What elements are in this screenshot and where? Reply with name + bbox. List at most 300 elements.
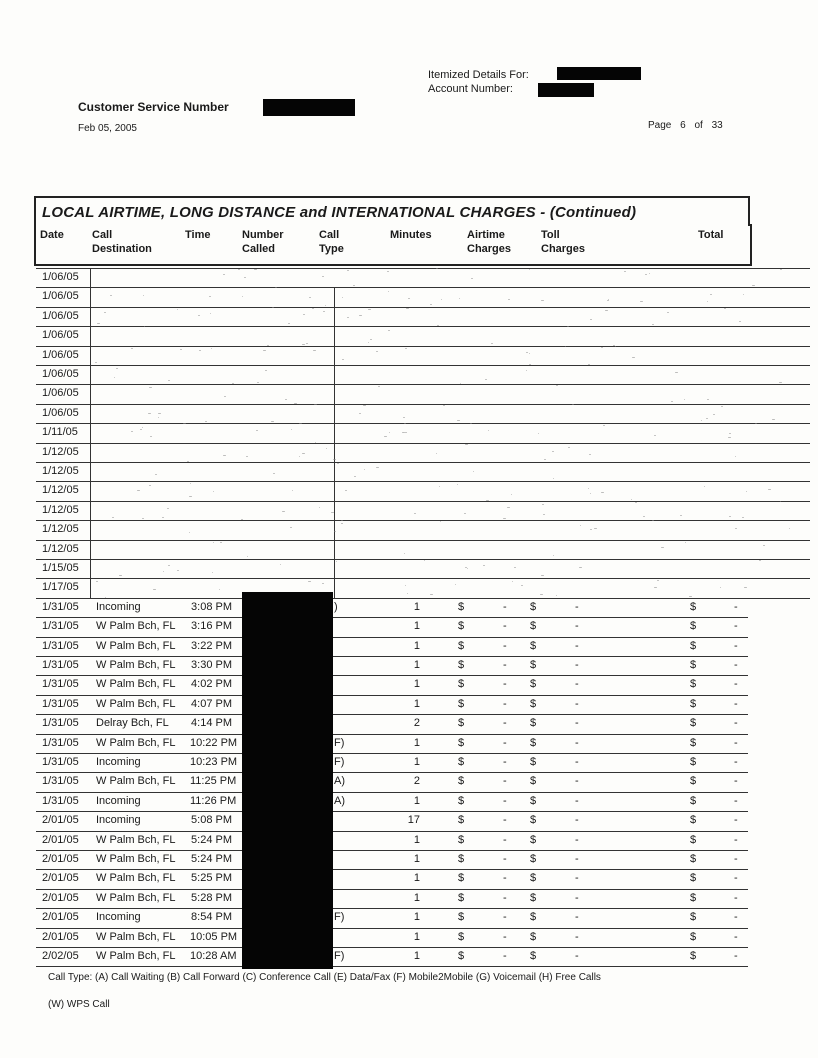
row-airtime-currency: $ (458, 737, 465, 749)
scan-speckle (370, 339, 372, 340)
scan-speckle (131, 348, 133, 349)
row-divider (36, 307, 810, 308)
row-toll-value: - (575, 717, 579, 729)
row-toll-currency: $ (530, 659, 537, 671)
row-destination: W Palm Bch, FL (96, 872, 176, 884)
itemized-details-block (428, 68, 529, 96)
scan-speckle (150, 436, 152, 437)
scan-speckle (675, 372, 678, 373)
row-total-currency: $ (690, 737, 697, 749)
row-airtime-currency: $ (458, 853, 465, 865)
row-toll-value: - (575, 756, 579, 768)
row-date: 1/31/05 (42, 640, 79, 652)
scan-speckle (529, 353, 530, 354)
row-total-currency: $ (690, 892, 697, 904)
scan-speckle (404, 553, 405, 554)
row-toll-currency: $ (530, 911, 537, 923)
row-airtime-value: - (503, 872, 507, 884)
row-divider (36, 850, 748, 851)
row-call-type: ) (334, 601, 338, 613)
col-call-type (319, 228, 344, 256)
scan-speckle (746, 491, 747, 492)
page-current: 6 (680, 120, 686, 131)
scan-speckle (728, 437, 731, 438)
row-toll-value: - (575, 892, 579, 904)
scan-speckle (721, 406, 723, 407)
col-airtime: Airtime (467, 229, 505, 241)
scan-speckle (680, 515, 682, 516)
scan-speckle (589, 454, 591, 455)
row-time: 10:28 AM (190, 950, 237, 962)
scan-speckle (112, 517, 114, 518)
scan-speckle (613, 345, 615, 346)
scan-speckle (661, 547, 664, 548)
row-minutes: 1 (413, 737, 420, 749)
row-time: 3:22 PM (191, 640, 232, 652)
row-total-value: - (734, 601, 738, 613)
row-total-value: - (734, 775, 738, 787)
scan-speckle (342, 297, 343, 298)
scan-speckle (326, 448, 327, 449)
row-divider (36, 656, 748, 657)
row-toll-currency: $ (530, 950, 537, 962)
scan-speckle (657, 580, 659, 581)
scan-speckle (162, 517, 164, 518)
scan-speckle (507, 507, 510, 508)
scan-speckle (315, 442, 316, 443)
row-destination: W Palm Bch, FL (96, 659, 176, 671)
row-time: 10:05 PM (190, 931, 238, 943)
customer-service-label: Customer Service Number (78, 100, 229, 114)
scan-speckle (313, 350, 316, 351)
scan-speckle (768, 489, 771, 490)
scan-speckle (302, 344, 305, 345)
scan-speckle (167, 508, 169, 509)
scan-speckle (526, 352, 528, 353)
scan-speckle (556, 595, 557, 596)
row-toll-currency: $ (530, 678, 537, 690)
row-date: 1/06/05 (42, 407, 79, 419)
row-divider (36, 481, 810, 482)
row-airtime-value: - (503, 717, 507, 729)
row-airtime-currency: $ (458, 659, 465, 671)
row-airtime-value: - (503, 853, 507, 865)
row-total-value: - (734, 911, 738, 923)
row-minutes: 2 (413, 717, 420, 729)
scan-speckle (508, 299, 510, 300)
scan-speckle (643, 516, 645, 517)
row-date: 1/06/05 (42, 271, 79, 283)
row-total-value: - (734, 892, 738, 904)
scan-speckle (649, 273, 650, 274)
col-call: Call (92, 229, 113, 241)
row-date: 1/31/05 (42, 698, 79, 710)
scan-speckle (588, 364, 590, 365)
row-destination: W Palm Bch, FL (96, 620, 176, 632)
row-minutes: 17 (407, 814, 420, 826)
row-airtime-currency: $ (458, 814, 465, 826)
row-destination: W Palm Bch, FL (96, 698, 176, 710)
row-time: 5:25 PM (191, 872, 232, 884)
row-toll-value: - (575, 853, 579, 865)
scan-speckle (724, 308, 726, 309)
scan-speckle (707, 399, 709, 400)
row-toll-value: - (575, 775, 579, 787)
scan-speckle (288, 323, 290, 324)
row-divider (36, 637, 748, 638)
scan-speckle (407, 593, 408, 594)
scan-speckle (198, 315, 200, 316)
scan-speckle (104, 312, 106, 313)
row-airtime-currency: $ (458, 756, 465, 768)
scan-speckle (137, 490, 140, 491)
scan-speckle (491, 343, 493, 344)
row-time: 11:26 PM (190, 795, 237, 807)
row-total-value: - (734, 795, 738, 807)
scan-speckle (292, 490, 293, 491)
row-total-value: - (734, 620, 738, 632)
row-minutes: 1 (413, 853, 420, 865)
scan-speckle (347, 317, 349, 318)
scan-speckle (238, 269, 240, 270)
col-toll-charges-label: Charges (541, 243, 586, 255)
scan-speckle (119, 575, 122, 576)
scan-speckle (319, 507, 320, 508)
call-type-legend-wps: (W) WPS Call (48, 999, 110, 1010)
row-divider (36, 404, 810, 405)
scan-speckle (388, 330, 390, 331)
scan-speckle (209, 296, 211, 297)
row-total-currency: $ (690, 950, 697, 962)
scan-speckle (544, 459, 546, 460)
scan-speckle (739, 321, 741, 322)
scan-speckle (588, 488, 589, 489)
row-total-value: - (734, 756, 738, 768)
row-total-currency: $ (690, 698, 697, 710)
scan-speckle (96, 581, 98, 582)
scan-speckle (743, 294, 744, 295)
call-type-legend: Call Type: (A) Call Waiting (B) Call Forward (C) Conference Call (E) Data/Fax (F) Mobile2Mobile (G) Voicemail (H) Free Calls (48, 972, 601, 983)
row-toll-currency: $ (530, 717, 537, 729)
scan-speckle (488, 430, 489, 431)
scan-speckle (742, 517, 744, 518)
row-destination: W Palm Bch, FL (96, 775, 176, 787)
row-airtime-currency: $ (458, 775, 465, 787)
scan-speckle (263, 350, 266, 351)
row-destination: W Palm Bch, FL (96, 678, 176, 690)
scan-speckle (312, 308, 314, 309)
row-destination: W Palm Bch, FL (96, 931, 176, 943)
row-call-type: A) (334, 795, 345, 807)
col-total: Total (698, 229, 724, 241)
scan-speckle (256, 430, 258, 431)
scan-speckle (759, 560, 761, 561)
scan-speckle (241, 519, 243, 520)
scan-speckle (590, 319, 592, 320)
row-divider (36, 326, 810, 327)
row-airtime-currency: $ (458, 620, 465, 632)
col-type: Type (319, 243, 344, 255)
row-divider (36, 831, 748, 832)
row-airtime-value: - (503, 659, 507, 671)
row-destination: W Palm Bch, FL (96, 892, 176, 904)
scan-speckle (543, 514, 545, 515)
row-toll-currency: $ (530, 814, 537, 826)
row-total-value: - (734, 814, 738, 826)
scan-speckle (290, 527, 292, 528)
row-total-currency: $ (690, 872, 697, 884)
scan-speckle (503, 518, 506, 519)
row-airtime-value: - (503, 931, 507, 943)
row-date: 1/06/05 (42, 349, 79, 361)
row-total-currency: $ (690, 834, 697, 846)
row-airtime-currency: $ (458, 892, 465, 904)
scan-speckle (131, 431, 133, 432)
row-destination: W Palm Bch, FL (96, 737, 176, 749)
row-call-type: F) (334, 950, 345, 962)
scan-speckle (180, 349, 182, 350)
col-airtime-charges (467, 228, 511, 256)
scan-speckle (211, 348, 212, 349)
scan-speckle (744, 587, 747, 588)
scan-speckle (529, 364, 531, 365)
row-total-currency: $ (690, 756, 697, 768)
scan-speckle (322, 276, 324, 277)
scan-speckle (149, 387, 152, 388)
col-call2: Call (319, 229, 340, 241)
row-date: 2/01/05 (42, 853, 79, 865)
redaction-account (538, 83, 594, 97)
scan-speckle (541, 300, 544, 301)
scan-speckle (430, 304, 432, 305)
scan-speckle (189, 496, 192, 497)
scan-speckle (406, 308, 409, 309)
scan-speckle (242, 296, 243, 297)
scan-speckle (772, 419, 775, 420)
scan-speckle (299, 423, 302, 424)
scan-speckle (359, 413, 361, 414)
row-destination: Incoming (96, 601, 141, 613)
scan-speckle (601, 347, 603, 348)
scan-speckle (542, 504, 544, 505)
row-airtime-currency: $ (458, 950, 465, 962)
row-time: 4:07 PM (191, 698, 232, 710)
row-destination: Incoming (96, 795, 141, 807)
scan-speckle (652, 520, 654, 521)
row-total-value: - (734, 834, 738, 846)
row-destination: W Palm Bch, FL (96, 834, 176, 846)
row-date: 1/31/05 (42, 795, 79, 807)
row-total-currency: $ (690, 678, 697, 690)
row-date: 1/11/05 (42, 426, 78, 438)
page-of: of (694, 120, 703, 131)
row-date: 2/01/05 (42, 911, 79, 923)
row-date: 2/02/05 (42, 950, 79, 962)
scan-speckle (704, 486, 705, 487)
row-minutes: 1 (413, 698, 420, 710)
scan-speckle (149, 485, 151, 486)
row-toll-currency: $ (530, 931, 537, 943)
scan-speckle (467, 568, 468, 569)
row-date: 1/12/05 (42, 523, 79, 535)
scan-speckle (752, 285, 755, 286)
row-date: 1/31/05 (42, 717, 79, 729)
row-airtime-value: - (503, 756, 507, 768)
row-toll-value: - (575, 872, 579, 884)
row-toll-currency: $ (530, 698, 537, 710)
scan-speckle (376, 467, 379, 468)
itemized-details-label: Itemized Details For: (428, 69, 529, 81)
col-toll: Toll (541, 229, 560, 241)
scan-speckle (408, 298, 410, 299)
scan-speckle (713, 414, 715, 415)
scan-speckle (405, 585, 406, 586)
scan-speckle (436, 268, 438, 269)
row-call-type: F) (334, 911, 345, 923)
row-destination: Incoming (96, 814, 141, 826)
row-toll-currency: $ (530, 756, 537, 768)
scan-speckle (247, 556, 248, 557)
row-divider (36, 443, 810, 444)
col-destination: Destination (92, 243, 152, 255)
row-total-value: - (734, 698, 738, 710)
scan-speckle (455, 584, 456, 585)
scan-speckle (220, 542, 222, 543)
scan-speckle (153, 589, 156, 590)
row-minutes: 1 (413, 950, 420, 962)
scan-speckle (244, 277, 246, 278)
row-total-currency: $ (690, 814, 697, 826)
scan-speckle (465, 444, 468, 445)
row-total-currency: $ (690, 659, 697, 671)
row-toll-value: - (575, 601, 579, 613)
scan-speckle (376, 351, 378, 352)
row-toll-currency: $ (530, 795, 537, 807)
scan-speckle (213, 491, 214, 492)
scan-speckle (142, 427, 143, 428)
scan-speckle (291, 429, 292, 430)
scan-speckle (441, 299, 442, 300)
scan-speckle (140, 429, 142, 430)
scan-speckle (684, 399, 685, 400)
row-date: 1/31/05 (42, 620, 79, 632)
row-total-value: - (734, 640, 738, 652)
scan-speckle (403, 417, 405, 418)
scan-speckle (526, 370, 527, 371)
scan-speckle (232, 383, 234, 384)
scan-speckle (353, 285, 355, 286)
row-date: 1/31/05 (42, 601, 79, 613)
row-time: 4:02 PM (191, 678, 232, 690)
row-date: 1/31/05 (42, 775, 79, 787)
row-date: 2/01/05 (42, 892, 79, 904)
redaction-name (557, 67, 641, 80)
scan-speckle (158, 417, 159, 418)
scan-speckle (471, 278, 473, 279)
row-time: 3:16 PM (191, 620, 232, 632)
scan-speckle (275, 287, 277, 288)
row-divider (36, 889, 748, 890)
row-divider (36, 947, 748, 948)
row-time: 11:25 PM (190, 775, 237, 787)
scan-speckle (388, 291, 389, 292)
row-airtime-value: - (503, 737, 507, 749)
scan-speckle (325, 305, 326, 306)
row-toll-currency: $ (530, 775, 537, 787)
row-toll-value: - (575, 678, 579, 690)
row-minutes: 1 (413, 620, 420, 632)
row-divider (36, 384, 810, 385)
scan-speckle (701, 420, 702, 421)
row-divider (36, 423, 810, 424)
row-divider (36, 695, 748, 696)
scan-speckle (254, 269, 257, 270)
scan-speckle (190, 483, 191, 484)
row-divider (36, 287, 810, 288)
row-airtime-currency: $ (458, 601, 465, 613)
row-time: 5:28 PM (191, 892, 232, 904)
scan-speckle (624, 271, 626, 272)
row-toll-value: - (575, 698, 579, 710)
col-time: Time (185, 229, 211, 241)
row-airtime-currency: $ (458, 834, 465, 846)
row-date: 1/06/05 (42, 368, 79, 380)
section-title-suffix: - (Continued) (540, 204, 637, 221)
row-divider (36, 792, 748, 793)
row-date: 1/12/05 (42, 446, 79, 458)
row-destination: Incoming (96, 911, 141, 923)
row-toll-value: - (575, 640, 579, 652)
row-divider (36, 966, 748, 967)
scan-speckle (378, 386, 380, 387)
scan-speckle (359, 315, 362, 316)
scan-speckle (607, 300, 609, 301)
scan-speckle (105, 597, 106, 598)
scan-speckle (219, 589, 220, 590)
scan-speckle (414, 513, 416, 514)
row-divider (36, 617, 748, 618)
row-destination: W Palm Bch, FL (96, 640, 176, 652)
row-airtime-value: - (503, 892, 507, 904)
page-total: 33 (711, 120, 723, 131)
col-number: Number (242, 229, 284, 241)
row-airtime-currency: $ (458, 640, 465, 652)
row-destination: Incoming (96, 756, 141, 768)
scan-speckle (464, 513, 466, 514)
scan-speckle (405, 432, 407, 433)
scan-speckle (257, 382, 259, 383)
row-total-value: - (734, 737, 738, 749)
scan-speckle (110, 295, 112, 296)
scan-speckle (780, 269, 782, 270)
row-total-value: - (734, 717, 738, 729)
row-minutes: 1 (413, 892, 420, 904)
row-date: 1/06/05 (42, 290, 79, 302)
scan-speckle (735, 456, 736, 457)
row-date: 1/31/05 (42, 678, 79, 690)
col-date: Date (40, 229, 64, 241)
row-total-currency: $ (690, 795, 697, 807)
row-minutes: 1 (413, 872, 420, 884)
row-date: 1/06/05 (42, 329, 79, 341)
scan-speckle (308, 581, 311, 582)
row-airtime-currency: $ (458, 717, 465, 729)
redaction-number-called (242, 592, 333, 969)
row-minutes: 1 (413, 601, 420, 613)
scan-speckle (294, 403, 297, 404)
row-airtime-value: - (503, 911, 507, 923)
scan-speckle (163, 571, 164, 572)
